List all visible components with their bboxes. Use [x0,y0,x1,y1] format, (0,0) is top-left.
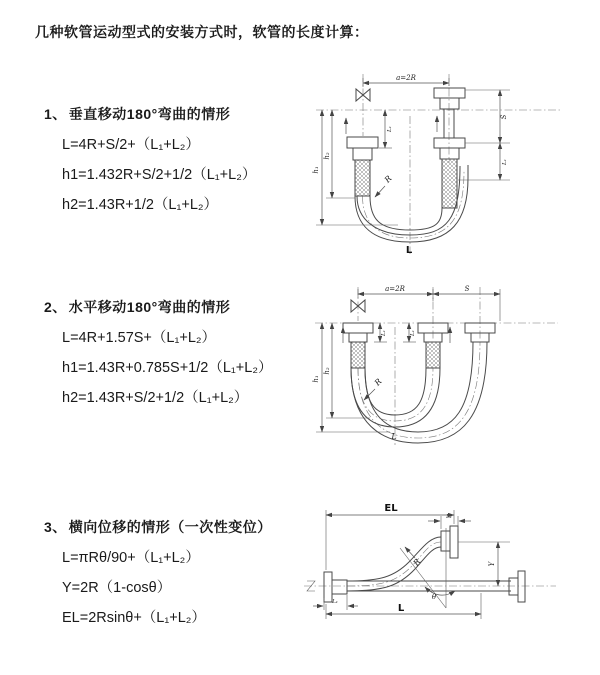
dim-label-s: S [500,114,508,120]
dim-label-l1-mid: L₁ [410,330,416,336]
length-label: L [397,603,405,614]
diagram-lateral-displacement [298,498,595,645]
section-1 [44,104,314,220]
length-label: L [391,432,397,441]
diagram-horizontal-bend [310,281,565,458]
hose-braid [426,342,440,368]
diagram-vertical-bend [310,68,575,265]
dim-label-s: S [464,285,470,293]
dim-label-l1-left: L₁ [381,330,387,336]
formula-line: h2=1.43R+1/2（L₁+L₂） [62,197,219,213]
dim-label-l1-top: L₁ [446,514,452,520]
dim-label-h1: h₁ [312,166,320,174]
dim-label-y: Y [488,561,496,567]
section-3-title: 横向位移的情形（一次性变位） [68,519,272,535]
section-1-number: 1、 [44,106,67,122]
hose-braid [351,342,365,368]
formula-line: L=4R+1.57S+（L₁+L₂） [62,330,217,346]
formula-line: h1=1.43R+0.785S+1/2（L₁+L₂） [62,360,273,376]
fixed-pipe-flange [347,137,378,196]
formula-line: L=πRθ/90+（L₁+L₂） [62,550,200,566]
dim-label-h2: h₂ [323,367,331,375]
dim-label-a2r: a=2R [385,285,405,293]
radius-label: R [372,376,384,388]
formula-line: h1=1.432R+S/2+1/2（L₁+L₂） [62,167,257,183]
dimensions [312,74,510,256]
hose-braid [442,159,457,208]
centerlines [316,74,562,254]
section-3-heading [44,517,314,537]
dim-label-l1-left: L₁ [332,599,338,605]
section-1-heading [44,104,314,124]
radius-label: R [382,173,394,185]
section-3 [44,517,314,633]
radius-label: R [411,557,423,568]
moving-pipe-flanges [434,88,465,208]
dim-label-l1-left: L₁ [387,126,393,132]
dim-label-a2r: a=2R [396,74,416,82]
section-2-title: 水平移动180°弯曲的情形 [68,299,231,315]
formula-line: h2=1.43R+S/2+1/2（L₁+L₂） [62,390,249,406]
section-3-number: 3、 [44,519,67,535]
left-flange [307,572,347,602]
section-2 [44,297,314,413]
dim-label-h1: h₁ [312,375,320,383]
angle-label: θ [431,593,437,601]
length-label: L [405,245,413,256]
page-title: 几种软管运动型式的安装方式时，软管的长度计算： [35,24,369,40]
section-1-title: 垂直移动180°弯曲的情形 [68,106,231,122]
dim-label-l1: L₁ [502,159,508,165]
dimensions [313,503,498,619]
hose-braid [355,160,370,196]
section-2-number: 2、 [44,299,67,315]
formula-line: L=4R+S/2+（L₁+L₂） [62,137,200,153]
formula-line: EL=2Rsinθ+（L₁+L₂） [62,610,206,626]
section-2-heading [44,297,314,317]
dim-label-h2: h₂ [323,152,331,160]
formula-line: Y=2R（1-cosθ） [62,580,172,596]
dim-label-el: EL [384,503,398,514]
displaced-flange [441,526,458,558]
